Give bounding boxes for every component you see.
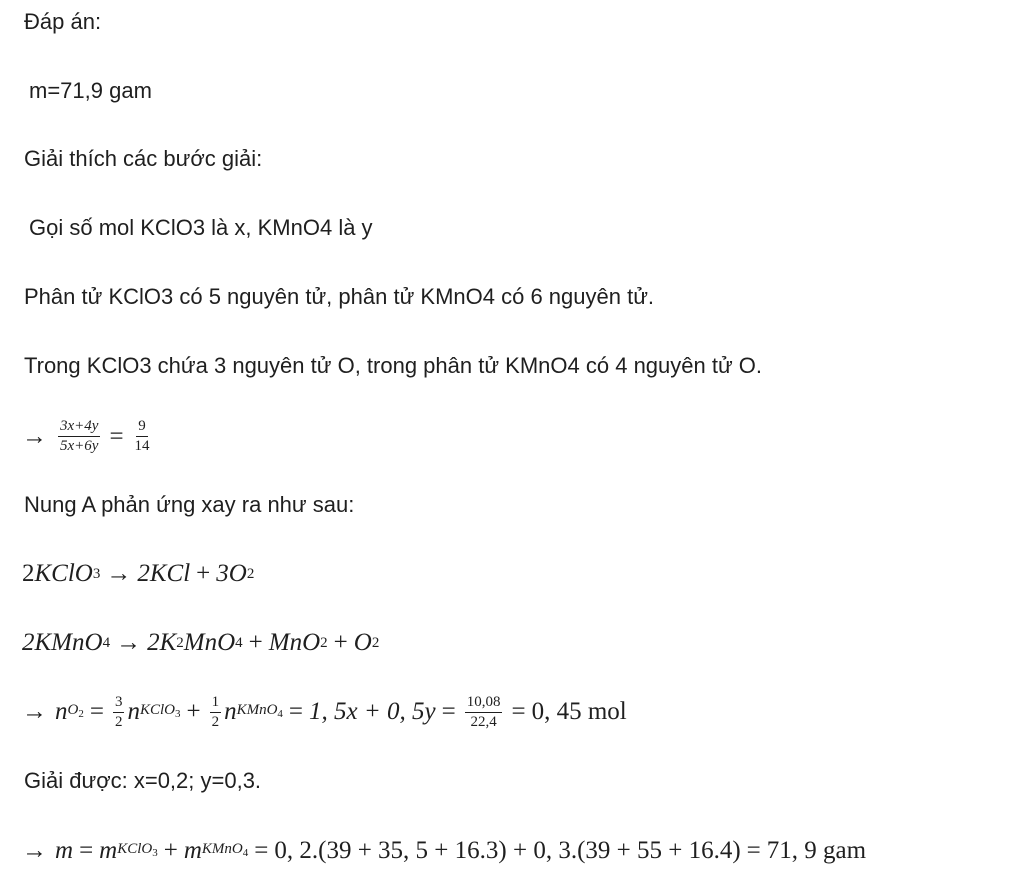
reactant-coefficient: 2 <box>22 560 35 587</box>
n-symbol: n <box>127 698 140 725</box>
explain-label: Giải thích các bước giải: <box>24 146 263 171</box>
product-mno2: MnO <box>268 629 321 656</box>
reactant-subscript: 3 <box>92 566 101 582</box>
arrow-symbol: → <box>22 698 47 725</box>
equals-sign: = <box>511 698 526 725</box>
solved-values: Giải được: x=0,2; y=0,3. <box>24 768 262 793</box>
ratio-fraction <box>58 418 100 455</box>
fraction-one-half <box>210 694 222 731</box>
equals-sign: = <box>441 698 456 725</box>
equals-sign: = <box>288 698 304 725</box>
step-oxygen-counts: Trong KClO3 chứa 3 nguyên tử O, trong phân tử KMnO4 có 4 nguyên tử O. <box>24 353 763 378</box>
product-k-part: 2K <box>147 629 177 656</box>
m-symbol: m <box>99 837 118 864</box>
fraction-denominator: 2 <box>114 713 123 730</box>
plus-sign: + <box>248 629 263 656</box>
fraction-denominator: 2 <box>211 713 220 730</box>
plus-sign: + <box>163 837 178 864</box>
equals-sign: = <box>254 837 269 864</box>
arrow-symbol: → <box>106 560 132 587</box>
fraction-numerator: 10,08 <box>465 694 503 713</box>
n-subscript: O <box>67 702 79 718</box>
volume-fraction <box>465 694 503 731</box>
m-subscript: KClO <box>117 841 153 857</box>
answer-value: m=71,9 gam <box>29 78 152 103</box>
mass-result: 71, 9 gam <box>766 837 867 864</box>
reactant-formula: KClO <box>34 560 93 587</box>
equals-sign: = <box>746 837 761 864</box>
answer-label: Đáp án: <box>24 9 102 34</box>
product-subscript: 2 <box>371 635 380 651</box>
reaction-kmno4 <box>22 626 379 660</box>
n-subsubscript: 2 <box>78 708 84 720</box>
equals-sign: = <box>89 698 104 725</box>
reactant-formula: 2KMnO <box>22 629 103 656</box>
m-subscript: KMnO <box>201 841 243 857</box>
moles-expression: 1, 5x + 0, 5y <box>309 698 436 725</box>
fraction-three-halves <box>113 694 125 731</box>
ratio-equation <box>22 418 155 455</box>
equals-sign: = <box>109 422 124 450</box>
m-subsubscript: 3 <box>152 847 158 859</box>
arrow-symbol: → <box>116 629 142 656</box>
plus-sign: + <box>196 560 211 587</box>
fraction-numerator: 3 <box>113 694 125 713</box>
n-subsubscript: 4 <box>277 708 283 720</box>
fraction-numerator: 1 <box>210 694 222 713</box>
product-subscript: 2 <box>176 635 184 651</box>
n-subscript: KMnO <box>236 702 278 718</box>
m-symbol: m <box>183 837 202 864</box>
product-subscript: 2 <box>320 635 328 651</box>
fraction-denominator: 5x+6y <box>60 438 99 454</box>
arrow-symbol: → <box>22 837 47 864</box>
n-subscript: KClO <box>139 702 175 718</box>
mass-equation <box>22 832 866 870</box>
product-oxygen: O <box>353 629 372 656</box>
n-subsubscript: 3 <box>174 708 181 720</box>
product-oxygen: 3O <box>216 560 247 587</box>
product-subscript: 4 <box>235 635 243 651</box>
product-mno-part: MnO <box>183 629 236 656</box>
moles-equation <box>22 693 627 731</box>
product-kcl: 2KCl <box>137 560 191 587</box>
fraction-numerator: 9 <box>136 418 148 437</box>
m-subsubscript: 4 <box>242 847 249 859</box>
step-atom-counts: Phân tử KClO3 có 5 nguyên tử, phân tử KMnO4 có 6 nguyên tử. <box>24 284 655 309</box>
plus-sign: + <box>333 629 348 656</box>
reaction-kclo3 <box>22 557 254 591</box>
ratio-value-fraction <box>133 418 152 455</box>
fraction-denominator: 14 <box>134 438 150 454</box>
moles-result: 0, 45 mol <box>531 698 627 725</box>
fraction-numerator: 3x+4y <box>58 418 100 437</box>
reactant-subscript: 4 <box>102 635 111 651</box>
plus-sign: + <box>186 698 201 725</box>
n-symbol: n <box>55 698 68 725</box>
heating-label: Nung A phản ứng xay ra như sau: <box>24 492 355 517</box>
step-let-variables: Gọi số mol KClO3 là x, KMnO4 là y <box>29 215 373 240</box>
equals-sign: = <box>79 837 94 864</box>
fraction-denominator: 22,4 <box>470 713 497 730</box>
m-symbol: m <box>55 837 74 864</box>
n-symbol: n <box>224 698 237 725</box>
arrow-symbol: → <box>22 422 47 450</box>
mass-expression: 0, 2.(39 + 35, 5 + 16.3) + 0, 3.(39 + 55 + 16.4) <box>274 837 741 864</box>
product-subscript: 2 <box>246 566 255 582</box>
